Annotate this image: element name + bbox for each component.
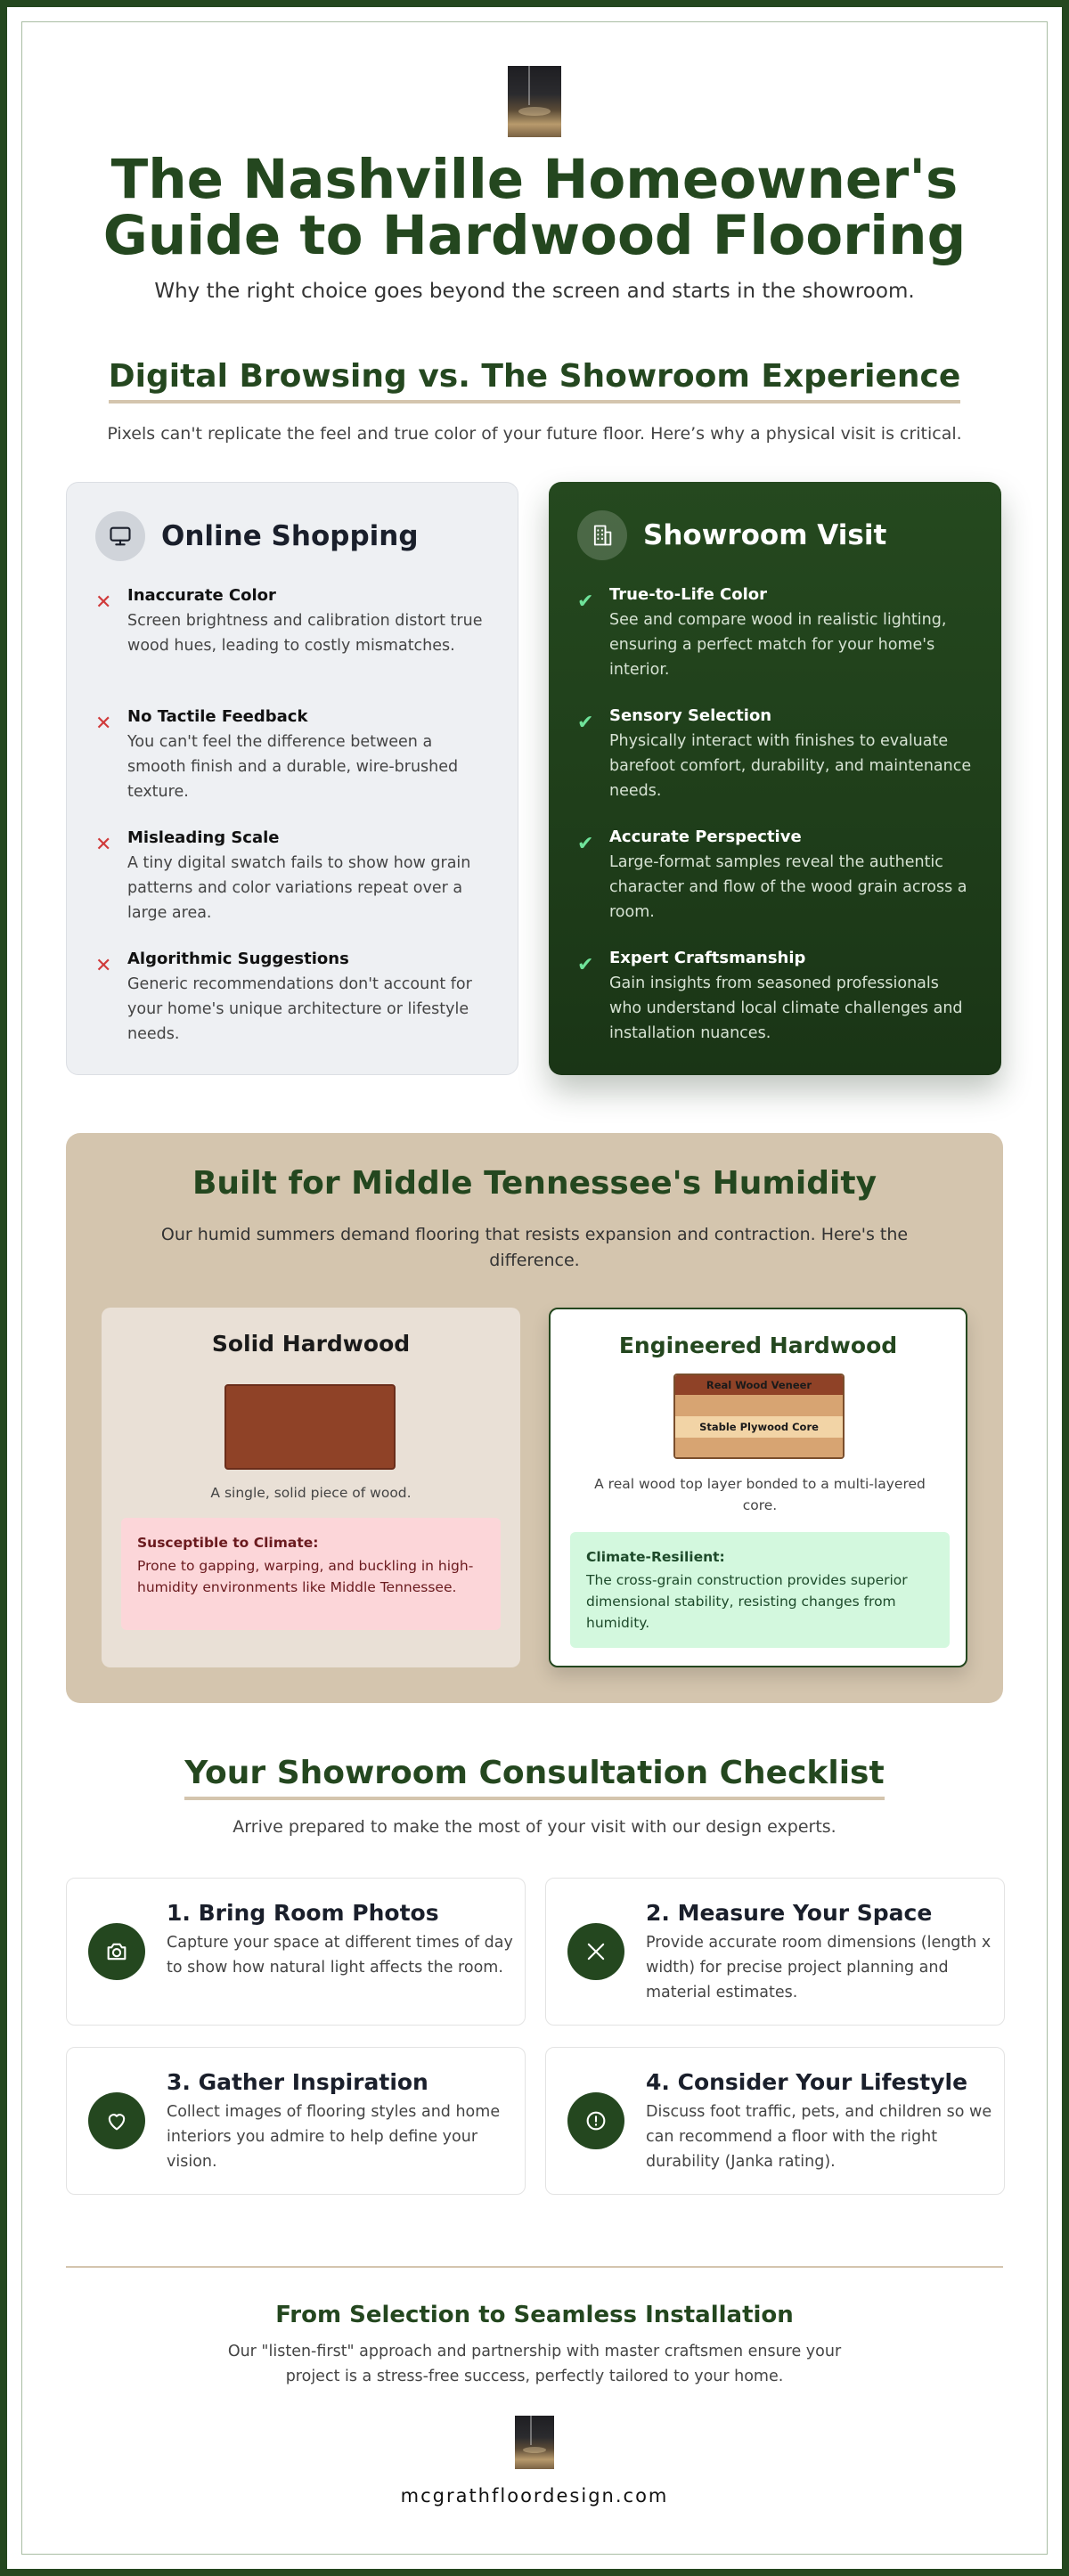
humidity-description: Our humid summers demand flooring that resists expansion and contraction. Here's the difference.	[160, 1225, 909, 1270]
online-item-body: Generic recommendations don't account for your home's unique architecture or lifestyle needs.	[127, 975, 472, 1043]
climate-resilient-title: Climate-Resilient:	[586, 1549, 725, 1565]
climate-warning-note	[121, 1518, 501, 1630]
showroom-item	[577, 949, 973, 1048]
comparison-description: Pixels can't replicate the feel and true color of your future floor. Here’s why a physical visit is critical.	[107, 424, 962, 444]
checklist-item-body: Discuss foot traffic, pets, and children so we can recommend a floor with the right durability (Janka rating).	[646, 2103, 992, 2171]
checklist-item	[545, 2047, 1005, 2195]
heart-icon	[88, 2092, 145, 2149]
online-item	[95, 950, 489, 1049]
online-card-title: Online Shopping	[161, 520, 419, 552]
engineered-wood-diagram	[673, 1374, 845, 1459]
online-item-body: You can't feel the difference between a smooth finish and a durable, wire-brushed texture.	[127, 733, 459, 801]
page-title	[66, 148, 1003, 267]
showroom-item	[577, 827, 973, 927]
check-mark-icon: ✔	[577, 833, 594, 855]
monitor-icon	[95, 511, 145, 561]
checklist-title	[66, 1755, 1003, 1800]
measure-icon	[567, 1923, 624, 1980]
checklist-item-body: Provide accurate room dimensions (length x width) for precise project planning and material estimates.	[646, 1934, 991, 2001]
online-item-body: A tiny digital swatch fails to show how grain patterns and color variations repeat over a large area.	[127, 854, 471, 922]
online-item-body: Screen brightness and calibration distort true wood hues, leading to costly mismatches.	[127, 612, 483, 655]
online-item-title: Misleading Scale	[127, 828, 280, 847]
showroom-card-header	[577, 510, 973, 560]
engineered-hardwood-title: Engineered Hardwood	[618, 1333, 898, 1358]
checklist-item	[66, 2047, 526, 2195]
checklist-item-title: 3. Gather Inspiration	[167, 2069, 428, 2095]
showroom-item-title: Accurate Perspective	[609, 827, 802, 846]
footer-description: Our "listen-first" approach and partnership with master craftsmen ensure your project is a stress-free success, perfectly tailored to your home.	[227, 2343, 842, 2385]
comparison-title	[66, 358, 1003, 404]
solid-wood-diagram	[224, 1384, 396, 1470]
check-mark-icon: ✔	[577, 712, 594, 734]
checklist-item-body: Collect images of flooring styles and home interiors you admire to help define your vision.	[167, 2103, 501, 2171]
check-mark-icon: ✔	[577, 954, 594, 976]
online-item-title: No Tactile Feedback	[127, 707, 308, 726]
showroom-item-body: Physically interact with finishes to evaluate barefoot comfort, durability, and maintenance needs.	[609, 732, 972, 800]
online-item-title: Algorithmic Suggestions	[127, 950, 349, 968]
core-layer-lower	[675, 1438, 843, 1457]
x-mark-icon: ✕	[95, 834, 112, 856]
camera-icon	[88, 1923, 145, 1980]
humidity-section	[66, 1133, 1003, 1703]
checklist-item-title: 2. Measure Your Space	[646, 1900, 933, 1926]
climate-warning-body: Prone to gapping, warping, and buckling in high-humidity environments like Middle Tennessee.	[137, 1558, 474, 1595]
x-mark-icon: ✕	[95, 955, 112, 977]
page-subtitle: Why the right choice goes beyond the screen and starts in the showroom.	[154, 280, 915, 303]
checklist-description: Arrive prepared to make the most of your visit with our design experts.	[233, 1817, 836, 1837]
website-link[interactable]: mcgrathfloordesign.com	[400, 2485, 669, 2507]
alert-icon	[567, 2092, 624, 2149]
showroom-item-body: Large-format samples reveal the authentic character and flow of the wood grain across a room.	[609, 853, 967, 921]
showroom-card-title: Showroom Visit	[643, 519, 887, 551]
checklist-item-body: Capture your space at different times of day to show how natural light affects the room.	[167, 1934, 513, 1977]
humidity-title: Built for Middle Tennessee's Humidity	[192, 1165, 877, 1202]
online-item	[95, 828, 489, 928]
online-card-header	[95, 511, 489, 561]
checklist-item-title: 1. Bring Room Photos	[167, 1900, 439, 1926]
showroom-item-body: Gain insights from seasoned professionals who understand local climate challenges and installation nuances.	[609, 974, 963, 1042]
comparison-title-text: Digital Browsing vs. The Showroom Experience	[109, 358, 961, 404]
checklist-item-title: 4. Consider Your Lifestyle	[646, 2069, 968, 2095]
showroom-item-title: Expert Craftsmanship	[609, 949, 806, 967]
veneer-layer: Real Wood Veneer	[675, 1375, 843, 1395]
page-title-line1: The Nashville Homeowner's	[110, 148, 959, 211]
checklist-item	[66, 1878, 526, 2026]
showroom-visit-card	[549, 482, 1001, 1075]
core-layer-label: Stable Plywood Core	[675, 1416, 843, 1438]
showroom-item-body: See and compare wood in realistic lighting, ensuring a perfect match for your home's interior.	[609, 611, 947, 679]
climate-resilient-note	[570, 1532, 950, 1648]
core-layer-upper	[675, 1395, 843, 1416]
footer-title: From Selection to Seamless Installation	[275, 2302, 794, 2328]
online-item	[95, 586, 489, 686]
solid-hardwood-card	[102, 1308, 520, 1667]
x-mark-icon: ✕	[95, 591, 112, 614]
online-item-title: Inaccurate Color	[127, 586, 276, 605]
solid-hardwood-title: Solid Hardwood	[211, 1331, 411, 1357]
online-shopping-card	[66, 482, 518, 1075]
climate-resilient-body: The cross-grain construction provides superior dimensional stability, resisting changes from humidity.	[586, 1572, 908, 1631]
showroom-item-title: Sensory Selection	[609, 706, 772, 725]
showroom-item	[577, 706, 973, 806]
online-item	[95, 707, 489, 807]
showroom-item-title: True-to-Life Color	[609, 585, 768, 604]
checklist-item	[545, 1878, 1005, 2026]
x-mark-icon: ✕	[95, 713, 112, 735]
engineered-hardwood-card	[549, 1308, 967, 1667]
check-mark-icon: ✔	[577, 591, 594, 613]
showroom-photo	[508, 66, 561, 137]
building-icon	[577, 510, 627, 560]
solid-hardwood-caption: A single, solid piece of wood.	[210, 1485, 412, 1501]
footer-showroom-photo	[515, 2416, 554, 2469]
footer-divider	[66, 2266, 1003, 2268]
checklist-title-text: Your Showroom Consultation Checklist	[184, 1755, 884, 1800]
engineered-hardwood-caption: A real wood top layer bonded to a multi-layered core.	[594, 1476, 926, 1513]
showroom-item	[577, 585, 973, 685]
page-title-line2: Guide to Hardwood Flooring	[102, 204, 967, 267]
climate-warning-title: Susceptible to Climate:	[137, 1535, 319, 1551]
